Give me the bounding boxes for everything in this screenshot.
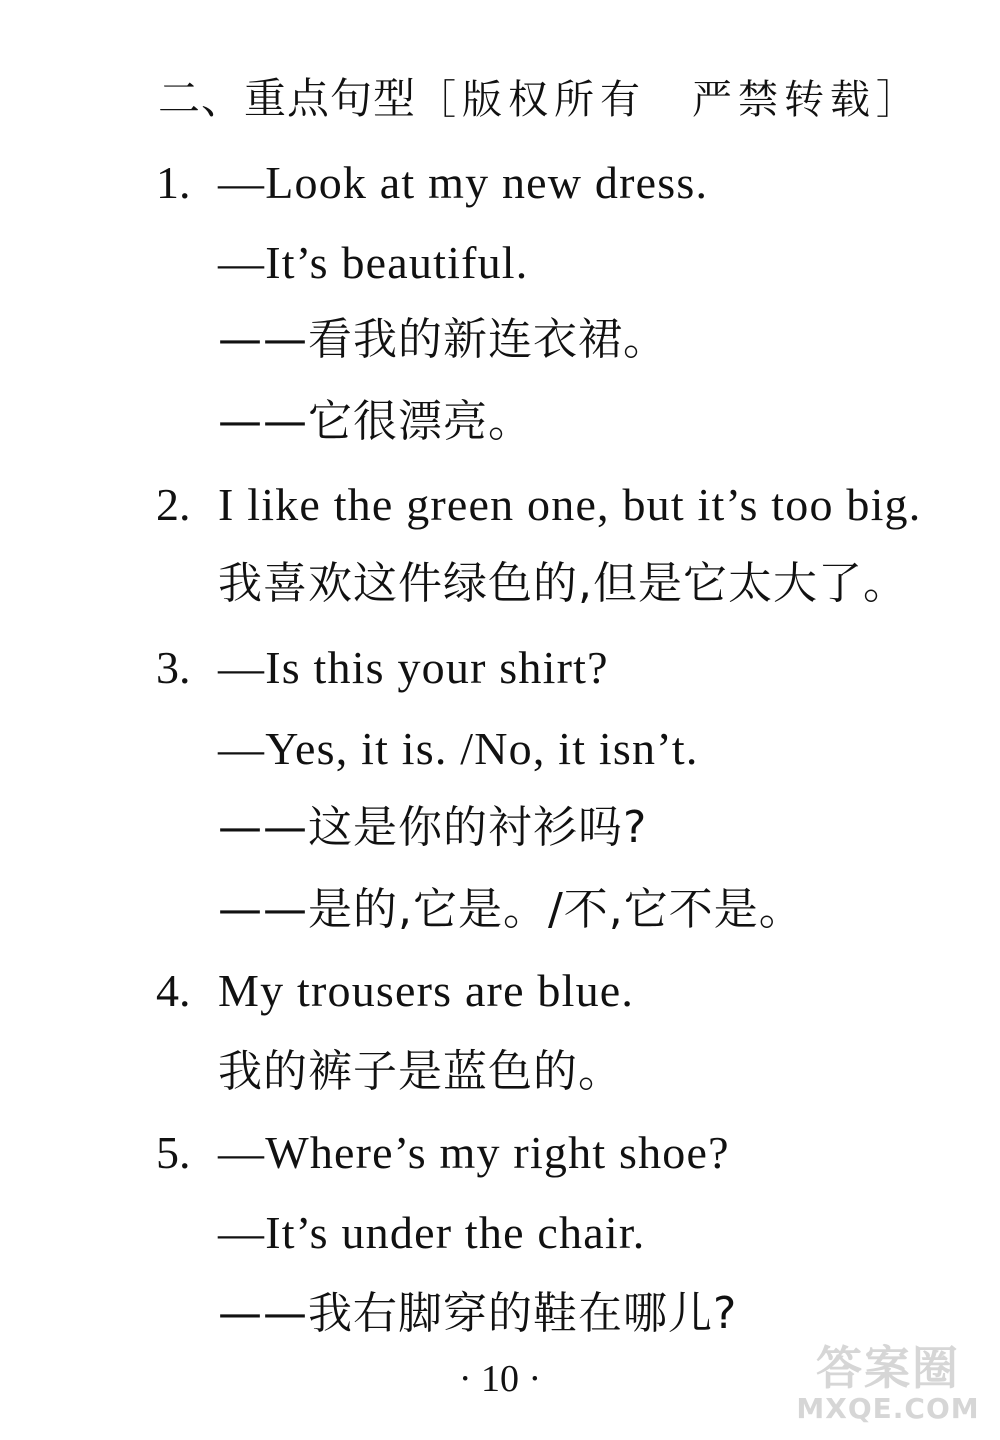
section-title: 二、重点句型 xyxy=(158,74,417,123)
item-5-line-2: —It’s under the chair. xyxy=(218,1207,646,1258)
item-5-line-3: ——我右脚穿的鞋在哪儿? xyxy=(218,1288,738,1339)
item-4-line-1: My trousers are blue. xyxy=(218,965,635,1016)
item-number-2: 2. xyxy=(156,479,191,530)
item-1-line-4: ——它很漂亮。 xyxy=(218,396,533,447)
item-5-line-1: —Where’s my right shoe? xyxy=(218,1127,730,1178)
item-1-line-2: —It’s beautiful. xyxy=(218,237,529,288)
section-heading xyxy=(158,74,923,123)
item-4-line-2: 我的裤子是蓝色的。 xyxy=(218,1046,623,1097)
item-3-line-2: —Yes, it is. /No, it isn’t. xyxy=(218,723,699,774)
item-number-3: 3. xyxy=(156,642,191,693)
watermark-en: MXQE.COM xyxy=(796,1392,980,1425)
item-3-line-1: —Is this your shirt? xyxy=(218,642,609,693)
item-number-4: 4. xyxy=(156,965,191,1016)
site-watermark xyxy=(788,1342,988,1432)
item-2-line-1: I like the green one, but it’s too big. xyxy=(218,479,922,530)
item-1-line-1: —Look at my new dress. xyxy=(218,157,709,208)
item-3-line-3: ——这是你的衬衫吗? xyxy=(218,802,648,853)
copyright-note: ［版权所有 严禁转载］ xyxy=(416,77,923,123)
item-number-1: 1. xyxy=(156,157,191,208)
item-2-line-2: 我喜欢这件绿色的,但是它太大了。 xyxy=(218,558,908,609)
page-number: · 10 · xyxy=(458,1358,542,1400)
watermark-cn: 答案圈 xyxy=(816,1341,960,1395)
item-number-5: 5. xyxy=(156,1127,191,1178)
item-3-line-4: ——是的,它是。/不,它不是。 xyxy=(218,884,804,935)
item-1-line-3: ——看我的新连衣裙。 xyxy=(218,314,668,365)
